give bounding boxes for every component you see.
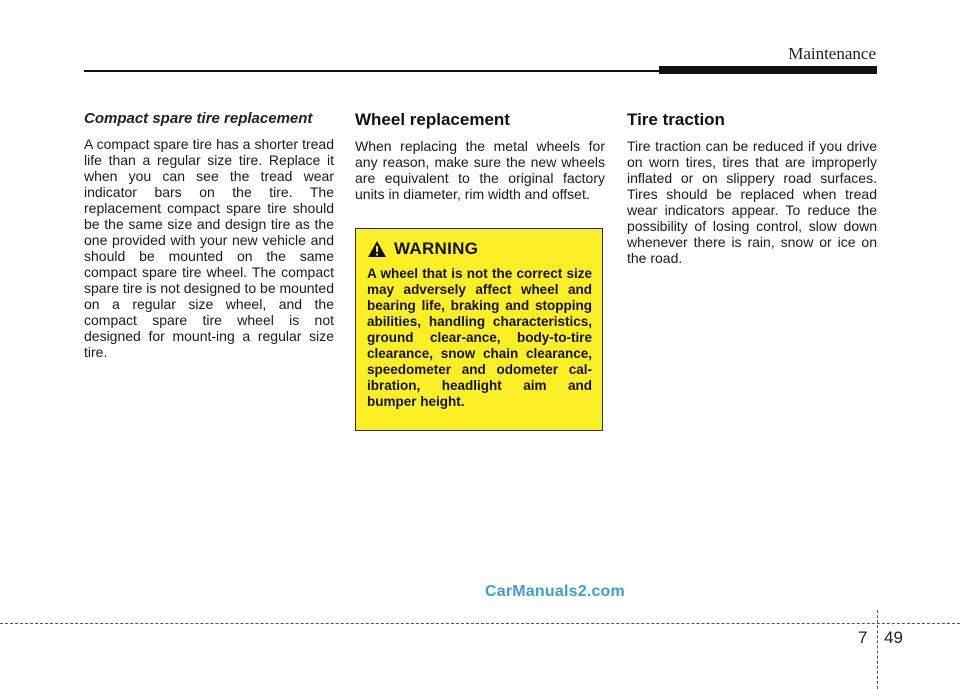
wheel-replacement-heading: Wheel replacement (355, 110, 510, 129)
tire-traction-heading: Tire traction (627, 110, 725, 129)
tire-traction-body: Tire traction can be reduced if you drive on worn tires, tires that are improperly inflated or on slippery road surfaces. Tires should be replaced when tread wear indicators appear. To reduce the possibility of losing control, slow down whenever there is rain, snow or ice on the road. (627, 138, 877, 266)
page-number: 49 (884, 628, 903, 647)
footer-page-divider (877, 610, 878, 689)
watermark-link[interactable]: CarManuals2.com (485, 583, 625, 600)
compact-spare-body: A compact spare tire has a shorter tread life than a regular size tire. Replace it when you can see the tread wear indicator bars on the tire. The replacement compact spare tire should be the same size and design tire as the one provided with your new vehicle and should be mounted on the same compact spare tire wheel. The compact spare tire is not designed to be mounted on a regular size wheel, and the compact spare tire wheel is not designed for mount-ing a regular size tire. (84, 136, 334, 360)
header-rule-thick (659, 66, 877, 74)
column-wheel-replacement (355, 110, 605, 202)
warning-triangle-icon (367, 240, 387, 258)
warning-title: WARNING (394, 239, 479, 258)
column-compact-spare (84, 110, 334, 360)
compact-spare-subheading: Compact spare tire replacement (84, 110, 313, 127)
header-rule (84, 70, 659, 72)
warning-body: A wheel that is not the correct size may adversely affect wheel and bearing life, braking and stopping abilities, handling characteristics, ground clear-ance, body-to-tire clearance, snow chain clearance, speedometer and odometer cal-ibration, headlight aim and bumper height. (367, 266, 592, 409)
chapter-number: 7 (858, 628, 868, 647)
section-title: Maintenance (788, 44, 876, 63)
warning-header (367, 239, 592, 259)
footer-divider (0, 623, 960, 624)
wheel-replacement-body: When replacing the metal wheels for any reason, make sure the new wheels are equivalent to the original factory units in diameter, rim width and offset. (355, 138, 605, 202)
column-tire-traction (627, 110, 877, 266)
warning-box (355, 228, 603, 431)
